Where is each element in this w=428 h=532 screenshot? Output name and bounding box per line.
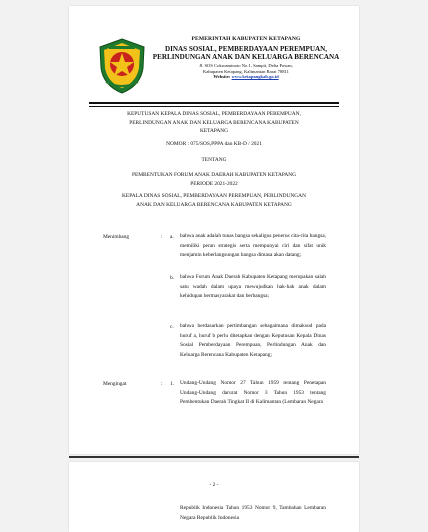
- page-number: - 2 -: [209, 482, 219, 488]
- decree-title: [87, 110, 341, 136]
- letterhead-rule-thin: [89, 106, 339, 107]
- menimbang-item-c-text: bahwa berdasarkan pertimbangan sebagaimana dimaksud pada huruf a, huruf b perlu ditetapkan dengan Keputusan Kepala Dinas Sosial Pemberdayaan Perempuan, Perlindungan Anak dan Keluarga Berencana Kabupaten Ketapang;: [180, 323, 326, 358]
- menimbang-item-a-text: bahwa anak adalah tunas bangsa sekaligus penerus cita-cita bangsa, memiliki peran strategis serta mempunyai ciri dan sifat unik menjamin keberlangsungan bangsa dimasa akan datang;: [180, 233, 326, 258]
- decree-about: TENTANG: [201, 157, 227, 163]
- menimbang-item-b-text: bahwa Forum Anak Daerah Kabupaten Ketapang merupakan salah satu wadah dalam upaya mewujudkan hak-hak anak dalam kehidupan bermasyarakat dan berbangsa;: [180, 274, 326, 299]
- mengingat-colon: :: [161, 381, 163, 387]
- document-page-1: [69, 6, 359, 454]
- decree-title-line-1: KEPUTUSAN KEPALA DINAS SOSIAL, PEMBERDAYAAN PEREMPUAN,: [127, 111, 301, 117]
- menimbang-item-c-marker: c.: [170, 324, 174, 330]
- department-line-2: PERLINDUNGAN ANAK DAN KELUARGA BERENCANA: [152, 53, 340, 61]
- mengingat-item-1-marker: 1.: [170, 381, 175, 387]
- website-link[interactable]: www.ketapangkab.go.id: [231, 74, 279, 80]
- department-name: [151, 45, 341, 61]
- decree-issuer-line-2: ANAK DAN KELUARGA BERENCANA KABUPATEN KETAPANG: [136, 201, 292, 208]
- decree-subject-line-2: PERIODE 2021-2022: [190, 180, 238, 187]
- address: [151, 63, 341, 74]
- decree-issuer-line-1: KEPALA DINAS SOSIAL, PEMBERDAYAAN PEREMPUAN, PERLINDUNGAN: [122, 193, 306, 199]
- mengingat-label: Mengingat: [103, 381, 127, 387]
- website-line: [151, 74, 341, 79]
- letterhead-rule-thick: [89, 102, 339, 104]
- department-line-1: DINAS SOSIAL, PEMBERDAYAAN PEREMPUAN,: [164, 45, 328, 53]
- menimbang-label: Menimbang: [103, 234, 130, 240]
- decree-subject: [87, 171, 341, 188]
- menimbang-colon: :: [161, 234, 163, 240]
- website-label: Website:: [213, 74, 232, 80]
- government-name: PEMERINTAH KABUPATEN KETAPANG: [191, 36, 301, 42]
- decree-title-line-3: KETAPANG: [199, 128, 229, 135]
- letterhead: [97, 36, 340, 98]
- menimbang-item-b-marker: b.: [170, 275, 175, 281]
- document-page-2: [69, 462, 359, 532]
- decree-issuer: [87, 192, 341, 209]
- regency-emblem-icon: [97, 38, 147, 94]
- page-2-continuation-text: Republik Indonesia Tahun 1953 Nomor 9, Tambahan Lembaran Negara Republik Indonesia: [180, 505, 326, 521]
- address-line-1: Jl. SOS Cokroaminoto No.1, Sampit, Delta Pawan,: [199, 63, 293, 68]
- decree-number: NOMOR : 075/SOS,PPPA dan KB-D / 2021: [166, 141, 262, 147]
- menimbang-item-a-marker: a.: [170, 234, 174, 240]
- letterhead-text: [151, 36, 341, 79]
- address-line-2: Kabupaten Ketapang, Kalimantan Barat 78811: [203, 68, 289, 74]
- page-separator: [69, 456, 359, 458]
- decree-title-line-2: PERLINDUNGAN ANAK DAN KELUARGA BERENCANA KABUPATEN: [129, 119, 299, 126]
- mengingat-item-1-text: Undang-Undang Nomor 27 Tahun 1959 tentang Penetapan Undang-Undang darurat Nomor 3 Tahun 1953 tentang Pembentukan Daerah Tingkat II di Kalimantan (Lembaran Negara: [180, 380, 326, 405]
- decree-subject-line-1: PEMBENTUKAN FORUM ANAK DAERAH KABUPATEN KETAPANG: [131, 172, 297, 178]
